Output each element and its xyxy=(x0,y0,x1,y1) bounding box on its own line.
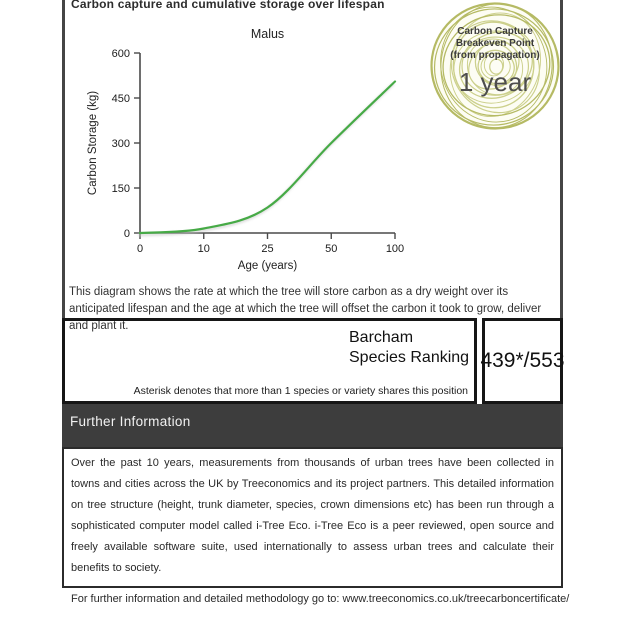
further-information-box xyxy=(62,447,570,605)
further-information-paragraph: Over the past 10 years, measurements from thousands of urban trees have been collected in towns and cities across the UK by Treeconomics and its project partners. This detailed information on tree structure (height, trunk diameter, species, crown dimensions etc) has been run through a sophisticated computer model called i-Tree Eco. i-Tree Eco is a peer reviewed, open source and freely available software suite, used internationally to assess urban trees and calculate their benefits to society. xyxy=(71,457,554,574)
species-ranking-box xyxy=(62,318,477,404)
ranking-value-box xyxy=(482,318,563,404)
curve-shadow xyxy=(139,84,394,236)
y-tick-label: 450 xyxy=(111,93,130,105)
axes xyxy=(140,53,395,233)
further-information-heading: Further Information xyxy=(70,414,191,429)
ranking-label-line2: Species Ranking xyxy=(349,349,470,366)
ranking-value: 439*/553 xyxy=(480,349,565,372)
badge-title-line1: Carbon Capture xyxy=(457,26,533,37)
methodology-link-line: For further information and detailed methodology go to: www.treeconomics.co.uk/treecarboncertificate/ xyxy=(71,593,570,605)
badge-text xyxy=(417,26,573,95)
breakeven-value: 1 year xyxy=(458,67,532,97)
x-tick-label: 25 xyxy=(261,243,274,255)
badge-title-line2: Breakeven Point xyxy=(455,38,535,49)
ranking-label-line1: Barcham xyxy=(349,329,414,346)
ranking-row xyxy=(62,318,563,404)
badge-title-line3: (from propagation) xyxy=(450,50,540,61)
species-ranking-label xyxy=(349,328,469,368)
y-tick-label: 150 xyxy=(111,183,130,195)
asterisk-note: Asterisk denotes that more than 1 species or variety shares this position xyxy=(133,385,468,397)
y-tick-label: 600 xyxy=(111,48,130,60)
x-tick-label: 0 xyxy=(136,243,144,255)
x-tick-label: 10 xyxy=(197,243,210,255)
y-tick-label: 300 xyxy=(111,138,130,150)
further-information-header xyxy=(62,404,563,447)
certificate-document xyxy=(62,0,570,620)
x-axis-label: Age (years) xyxy=(237,260,298,272)
y-tick-label: 0 xyxy=(123,228,130,240)
chart-section xyxy=(62,0,563,318)
breakeven-badge xyxy=(417,0,577,134)
page-title: Carbon capture and cumulative storage over lifespan xyxy=(71,0,385,11)
x-tick-label: 100 xyxy=(385,243,405,255)
x-tick-label: 50 xyxy=(325,243,338,255)
chart-description: This diagram shows the rate at which the tree will store carbon as a dry weight over its anticipated lifespan and the age at which the tree will offset the carbon it took to grow, deliver and plant it. xyxy=(69,286,542,332)
y-axis-label: Carbon Storage (kg) xyxy=(87,90,99,196)
chart-title: Malus xyxy=(250,27,285,41)
